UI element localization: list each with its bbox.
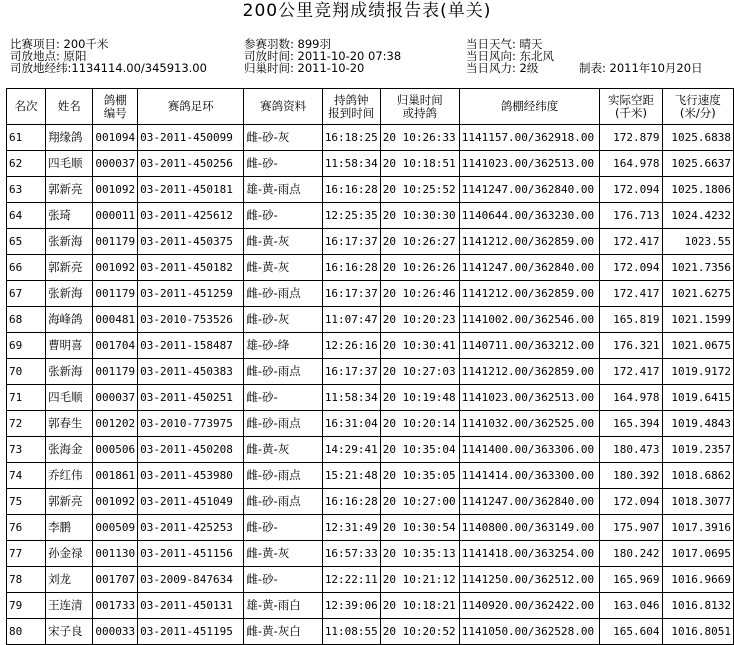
cell-loft-coords: 1141002.00/362546.00 [459, 307, 600, 333]
info-return-time: 归巢时间: 2011-10-20 [244, 61, 365, 75]
cell-loft-coords: 1141400.00/363306.00 [459, 437, 600, 463]
cell-name: 海峰鸽 [46, 307, 93, 333]
cell-loft-no: 001130 [93, 541, 138, 567]
cell-ring: 03-2011-451195 [138, 619, 244, 645]
table-row [7, 359, 734, 385]
table-row [7, 619, 734, 645]
cell-rank: 65 [7, 229, 46, 255]
column-header-ring: 赛鸽足环 [138, 89, 244, 125]
cell-return-time: 20 10:21:12 [380, 567, 459, 593]
column-header-name: 姓名 [46, 89, 93, 125]
cell-name: 张琦 [46, 203, 93, 229]
cell-return-time: 20 10:26:26 [380, 255, 459, 281]
column-header-rank: 名次 [7, 89, 46, 125]
cell-clock-time: 16:31:04 [322, 411, 380, 437]
table-row [7, 125, 734, 151]
cell-rank: 79 [7, 593, 46, 619]
cell-loft-no: 001733 [93, 593, 138, 619]
cell-loft-coords: 1141247.00/362840.00 [459, 489, 600, 515]
cell-bird-info: 雌-砂- [244, 151, 322, 177]
cell-distance: 172.417 [600, 359, 662, 385]
table-row [7, 177, 734, 203]
cell-name: 四毛顺 [46, 385, 93, 411]
cell-clock-time: 16:16:28 [322, 255, 380, 281]
info-weather: 当日天气: 晴天 [466, 37, 543, 51]
cell-ring: 03-2011-425253 [138, 515, 244, 541]
cell-speed: 1019.6415 [662, 385, 733, 411]
cell-loft-coords: 1141414.00/363300.00 [459, 463, 600, 489]
cell-return-time: 20 10:30:41 [380, 333, 459, 359]
cell-rank: 61 [7, 125, 46, 151]
cell-clock-time: 12:26:16 [322, 333, 380, 359]
cell-distance: 163.046 [600, 593, 662, 619]
cell-loft-coords: 1141212.00/362859.00 [459, 229, 600, 255]
cell-loft-no: 001092 [93, 255, 138, 281]
info-col-3 [466, 38, 554, 74]
cell-loft-no: 001861 [93, 463, 138, 489]
cell-speed: 1023.55 [662, 229, 733, 255]
info-report-date: 制表: 2011年10月20日 [579, 61, 703, 75]
cell-rank: 73 [7, 437, 46, 463]
cell-ring: 03-2011-451049 [138, 489, 244, 515]
cell-bird-info: 雌-黄-灰 [244, 541, 322, 567]
cell-loft-no: 001707 [93, 567, 138, 593]
cell-loft-no: 001179 [93, 229, 138, 255]
table-header [7, 89, 734, 125]
cell-speed: 1021.0675 [662, 333, 733, 359]
cell-speed: 1018.6862 [662, 463, 733, 489]
cell-return-time: 20 10:27:00 [380, 489, 459, 515]
cell-speed: 1017.0695 [662, 541, 733, 567]
table-row [7, 437, 734, 463]
table-row [7, 281, 734, 307]
cell-name: 张新海 [46, 359, 93, 385]
cell-loft-coords: 1141023.00/362513.00 [459, 151, 600, 177]
cell-distance: 165.394 [600, 411, 662, 437]
cell-clock-time: 11:58:34 [322, 385, 380, 411]
cell-distance: 165.969 [600, 567, 662, 593]
cell-ring: 03-2011-453980 [138, 463, 244, 489]
cell-loft-coords: 1141247.00/362840.00 [459, 255, 600, 281]
cell-speed: 1019.2357 [662, 437, 733, 463]
cell-clock-time: 11:58:34 [322, 151, 380, 177]
cell-loft-no: 000011 [93, 203, 138, 229]
cell-ring: 03-2011-450182 [138, 255, 244, 281]
cell-return-time: 20 10:26:27 [380, 229, 459, 255]
column-header-speed: 飞行速度 (米/分) [662, 89, 733, 125]
column-header-loft-coords: 鸽棚经纬度 [459, 89, 600, 125]
info-release-time: 司放时间: 2011-10-20 07:38 [244, 49, 402, 63]
cell-name: 李鹏 [46, 515, 93, 541]
cell-return-time: 20 10:30:30 [380, 203, 459, 229]
cell-bird-info: 雌-黄-灰 [244, 229, 322, 255]
cell-distance: 180.473 [600, 437, 662, 463]
cell-loft-no: 000037 [93, 385, 138, 411]
cell-name: 孙金禄 [46, 541, 93, 567]
cell-distance: 180.242 [600, 541, 662, 567]
cell-loft-no: 001094 [93, 125, 138, 151]
cell-distance: 164.978 [600, 151, 662, 177]
table-body [7, 125, 734, 645]
cell-name: 张海金 [46, 437, 93, 463]
cell-clock-time: 14:29:41 [322, 437, 380, 463]
table-row [7, 567, 734, 593]
cell-bird-info: 雌-砂-雨点 [244, 281, 322, 307]
cell-clock-time: 16:18:25 [322, 125, 380, 151]
cell-bird-info: 雌-砂- [244, 567, 322, 593]
cell-speed: 1025.6838 [662, 125, 733, 151]
cell-distance: 176.713 [600, 203, 662, 229]
cell-bird-info: 雌-砂-雨点 [244, 463, 322, 489]
cell-speed: 1017.3916 [662, 515, 733, 541]
table-row [7, 333, 734, 359]
cell-return-time: 20 10:35:04 [380, 437, 459, 463]
cell-loft-coords: 1140711.00/363212.00 [459, 333, 600, 359]
cell-return-time: 20 10:26:46 [380, 281, 459, 307]
cell-loft-no: 000033 [93, 619, 138, 645]
cell-clock-time: 12:25:35 [322, 203, 380, 229]
cell-clock-time: 16:17:37 [322, 359, 380, 385]
cell-rank: 74 [7, 463, 46, 489]
table-row [7, 463, 734, 489]
cell-bird-info: 雌-砂-雨点 [244, 359, 322, 385]
cell-bird-info: 雄-黄-雨点 [244, 177, 322, 203]
cell-rank: 70 [7, 359, 46, 385]
table-row [7, 203, 734, 229]
cell-bird-info: 雌-砂- [244, 203, 322, 229]
cell-speed: 1019.9172 [662, 359, 733, 385]
cell-loft-no: 001704 [93, 333, 138, 359]
table-row [7, 255, 734, 281]
cell-name: 张新海 [46, 229, 93, 255]
cell-rank: 77 [7, 541, 46, 567]
cell-name: 曹明喜 [46, 333, 93, 359]
cell-clock-time: 12:31:49 [322, 515, 380, 541]
cell-loft-coords: 1141418.00/363254.00 [459, 541, 600, 567]
cell-rank: 72 [7, 411, 46, 437]
cell-speed: 1025.6637 [662, 151, 733, 177]
cell-return-time: 20 10:25:52 [380, 177, 459, 203]
column-header-clock-time: 持鸽钟 报到时间 [322, 89, 380, 125]
cell-loft-no: 001179 [93, 359, 138, 385]
cell-clock-time: 15:21:48 [322, 463, 380, 489]
cell-distance: 172.094 [600, 177, 662, 203]
cell-distance: 176.321 [600, 333, 662, 359]
cell-rank: 75 [7, 489, 46, 515]
cell-loft-no: 001179 [93, 281, 138, 307]
cell-rank: 71 [7, 385, 46, 411]
table-row [7, 307, 734, 333]
cell-loft-no: 001202 [93, 411, 138, 437]
cell-return-time: 20 10:20:23 [380, 307, 459, 333]
cell-ring: 03-2011-450131 [138, 593, 244, 619]
cell-rank: 63 [7, 177, 46, 203]
cell-speed: 1021.7356 [662, 255, 733, 281]
cell-loft-no: 001092 [93, 489, 138, 515]
info-col-1 [10, 38, 207, 74]
cell-return-time: 20 10:30:54 [380, 515, 459, 541]
cell-loft-no: 000506 [93, 437, 138, 463]
cell-bird-info: 雌-砂-灰 [244, 125, 322, 151]
cell-loft-no: 000481 [93, 307, 138, 333]
column-header-loft-no: 鸽棚 编号 [93, 89, 138, 125]
cell-loft-no: 000509 [93, 515, 138, 541]
column-header-bird-info: 赛鸽资料 [244, 89, 322, 125]
cell-ring: 03-2011-450208 [138, 437, 244, 463]
cell-speed: 1019.4843 [662, 411, 733, 437]
cell-name: 四毛顺 [46, 151, 93, 177]
cell-rank: 66 [7, 255, 46, 281]
cell-speed: 1016.8132 [662, 593, 733, 619]
cell-ring: 03-2011-451259 [138, 281, 244, 307]
cell-return-time: 20 10:20:14 [380, 411, 459, 437]
cell-bird-info: 雌-砂-雨点 [244, 411, 322, 437]
results-table [6, 88, 734, 645]
cell-ring: 03-2010-753526 [138, 307, 244, 333]
cell-clock-time: 12:39:06 [322, 593, 380, 619]
cell-bird-info: 雄-砂-绛 [244, 333, 322, 359]
cell-ring: 03-2011-450375 [138, 229, 244, 255]
cell-clock-time: 12:22:11 [322, 567, 380, 593]
cell-clock-time: 16:17:37 [322, 229, 380, 255]
cell-distance: 165.604 [600, 619, 662, 645]
cell-ring: 03-2010-773975 [138, 411, 244, 437]
cell-return-time: 20 10:18:21 [380, 593, 459, 619]
cell-ring: 03-2009-847634 [138, 567, 244, 593]
cell-speed: 1016.8051 [662, 619, 733, 645]
cell-name: 乔红伟 [46, 463, 93, 489]
table-row [7, 411, 734, 437]
report-title: 200公里竞翔成绩报告表(单关) [242, 1, 492, 21]
cell-loft-no: 001092 [93, 177, 138, 203]
cell-loft-coords: 1141157.00/362918.00 [459, 125, 600, 151]
table-row [7, 593, 734, 619]
cell-distance: 172.094 [600, 489, 662, 515]
table-row [7, 515, 734, 541]
column-header-return-time: 归巢时间 或持鸽 [380, 89, 459, 125]
cell-loft-coords: 1141050.00/362528.00 [459, 619, 600, 645]
cell-clock-time: 11:07:47 [322, 307, 380, 333]
cell-rank: 62 [7, 151, 46, 177]
cell-speed: 1016.9669 [662, 567, 733, 593]
cell-name: 宋子良 [46, 619, 93, 645]
cell-rank: 64 [7, 203, 46, 229]
cell-name: 郭新亮 [46, 177, 93, 203]
table-row [7, 489, 734, 515]
cell-name: 翔缘鸽 [46, 125, 93, 151]
cell-ring: 03-2011-425612 [138, 203, 244, 229]
info-release-place: 司放地点: 原阳 [10, 49, 87, 63]
info-race-item: 比赛项目: 200千米 [10, 37, 109, 51]
cell-rank: 80 [7, 619, 46, 645]
cell-loft-coords: 1140800.00/363149.00 [459, 515, 600, 541]
cell-return-time: 20 10:20:52 [380, 619, 459, 645]
info-col-2 [244, 38, 401, 74]
table-row [7, 385, 734, 411]
cell-name: 刘龙 [46, 567, 93, 593]
info-release-coords: 司放地经纬:1134114.00/345913.00 [10, 61, 207, 75]
column-header-distance: 实际空距 (千米) [600, 89, 662, 125]
cell-distance: 164.978 [600, 385, 662, 411]
cell-loft-no: 000037 [93, 151, 138, 177]
cell-bird-info: 雌-黄-灰 [244, 255, 322, 281]
table-row [7, 151, 734, 177]
cell-ring: 03-2011-450181 [138, 177, 244, 203]
cell-bird-info: 雄-黄-雨白 [244, 593, 322, 619]
cell-bird-info: 雌-砂-雨点 [244, 489, 322, 515]
cell-loft-coords: 1140644.00/363230.00 [459, 203, 600, 229]
cell-speed: 1021.6275 [662, 281, 733, 307]
cell-distance: 175.907 [600, 515, 662, 541]
cell-rank: 78 [7, 567, 46, 593]
cell-bird-info: 雌-砂-灰 [244, 307, 322, 333]
cell-rank: 69 [7, 333, 46, 359]
cell-return-time: 20 10:26:33 [380, 125, 459, 151]
cell-name: 张新海 [46, 281, 93, 307]
cell-ring: 03-2011-450383 [138, 359, 244, 385]
cell-return-time: 20 10:27:03 [380, 359, 459, 385]
table-row [7, 541, 734, 567]
cell-clock-time: 16:16:28 [322, 177, 380, 203]
cell-speed: 1021.1599 [662, 307, 733, 333]
cell-name: 郭新亮 [46, 489, 93, 515]
cell-return-time: 20 10:35:05 [380, 463, 459, 489]
cell-clock-time: 11:08:55 [322, 619, 380, 645]
cell-ring: 03-2011-158487 [138, 333, 244, 359]
cell-speed: 1018.3077 [662, 489, 733, 515]
info-entries: 参赛羽数: 899羽 [244, 37, 331, 51]
cell-clock-time: 16:16:28 [322, 489, 380, 515]
cell-loft-coords: 1141250.00/362512.00 [459, 567, 600, 593]
cell-rank: 68 [7, 307, 46, 333]
cell-loft-coords: 1141212.00/362859.00 [459, 359, 600, 385]
cell-rank: 67 [7, 281, 46, 307]
cell-loft-coords: 1140920.00/362422.00 [459, 593, 600, 619]
cell-name: 郭新亮 [46, 255, 93, 281]
cell-distance: 165.819 [600, 307, 662, 333]
cell-name: 王连清 [46, 593, 93, 619]
cell-speed: 1024.4232 [662, 203, 733, 229]
cell-ring: 03-2011-451156 [138, 541, 244, 567]
cell-loft-coords: 1141247.00/362840.00 [459, 177, 600, 203]
cell-ring: 03-2011-450251 [138, 385, 244, 411]
cell-bird-info: 雌-砂- [244, 515, 322, 541]
cell-return-time: 20 10:19:48 [380, 385, 459, 411]
cell-ring: 03-2011-450099 [138, 125, 244, 151]
cell-distance: 172.417 [600, 281, 662, 307]
cell-clock-time: 16:57:33 [322, 541, 380, 567]
cell-return-time: 20 10:18:51 [380, 151, 459, 177]
info-wind-force: 当日风力: 2级 [466, 61, 539, 75]
cell-speed: 1025.1806 [662, 177, 733, 203]
cell-loft-coords: 1141212.00/362859.00 [459, 281, 600, 307]
cell-distance: 180.392 [600, 463, 662, 489]
cell-bird-info: 雌-黄-灰白 [244, 619, 322, 645]
cell-bird-info: 雌-砂- [244, 385, 322, 411]
cell-ring: 03-2011-450256 [138, 151, 244, 177]
cell-loft-coords: 1141032.00/362525.00 [459, 411, 600, 437]
info-wind-direction: 当日风向: 东北风 [466, 49, 555, 63]
cell-distance: 172.094 [600, 255, 662, 281]
cell-name: 郭春生 [46, 411, 93, 437]
table-row [7, 229, 734, 255]
cell-clock-time: 16:17:37 [322, 281, 380, 307]
cell-rank: 76 [7, 515, 46, 541]
cell-distance: 172.417 [600, 229, 662, 255]
cell-distance: 172.879 [600, 125, 662, 151]
cell-bird-info: 雌-黄-灰 [244, 437, 322, 463]
cell-return-time: 20 10:35:13 [380, 541, 459, 567]
cell-loft-coords: 1141023.00/362513.00 [459, 385, 600, 411]
